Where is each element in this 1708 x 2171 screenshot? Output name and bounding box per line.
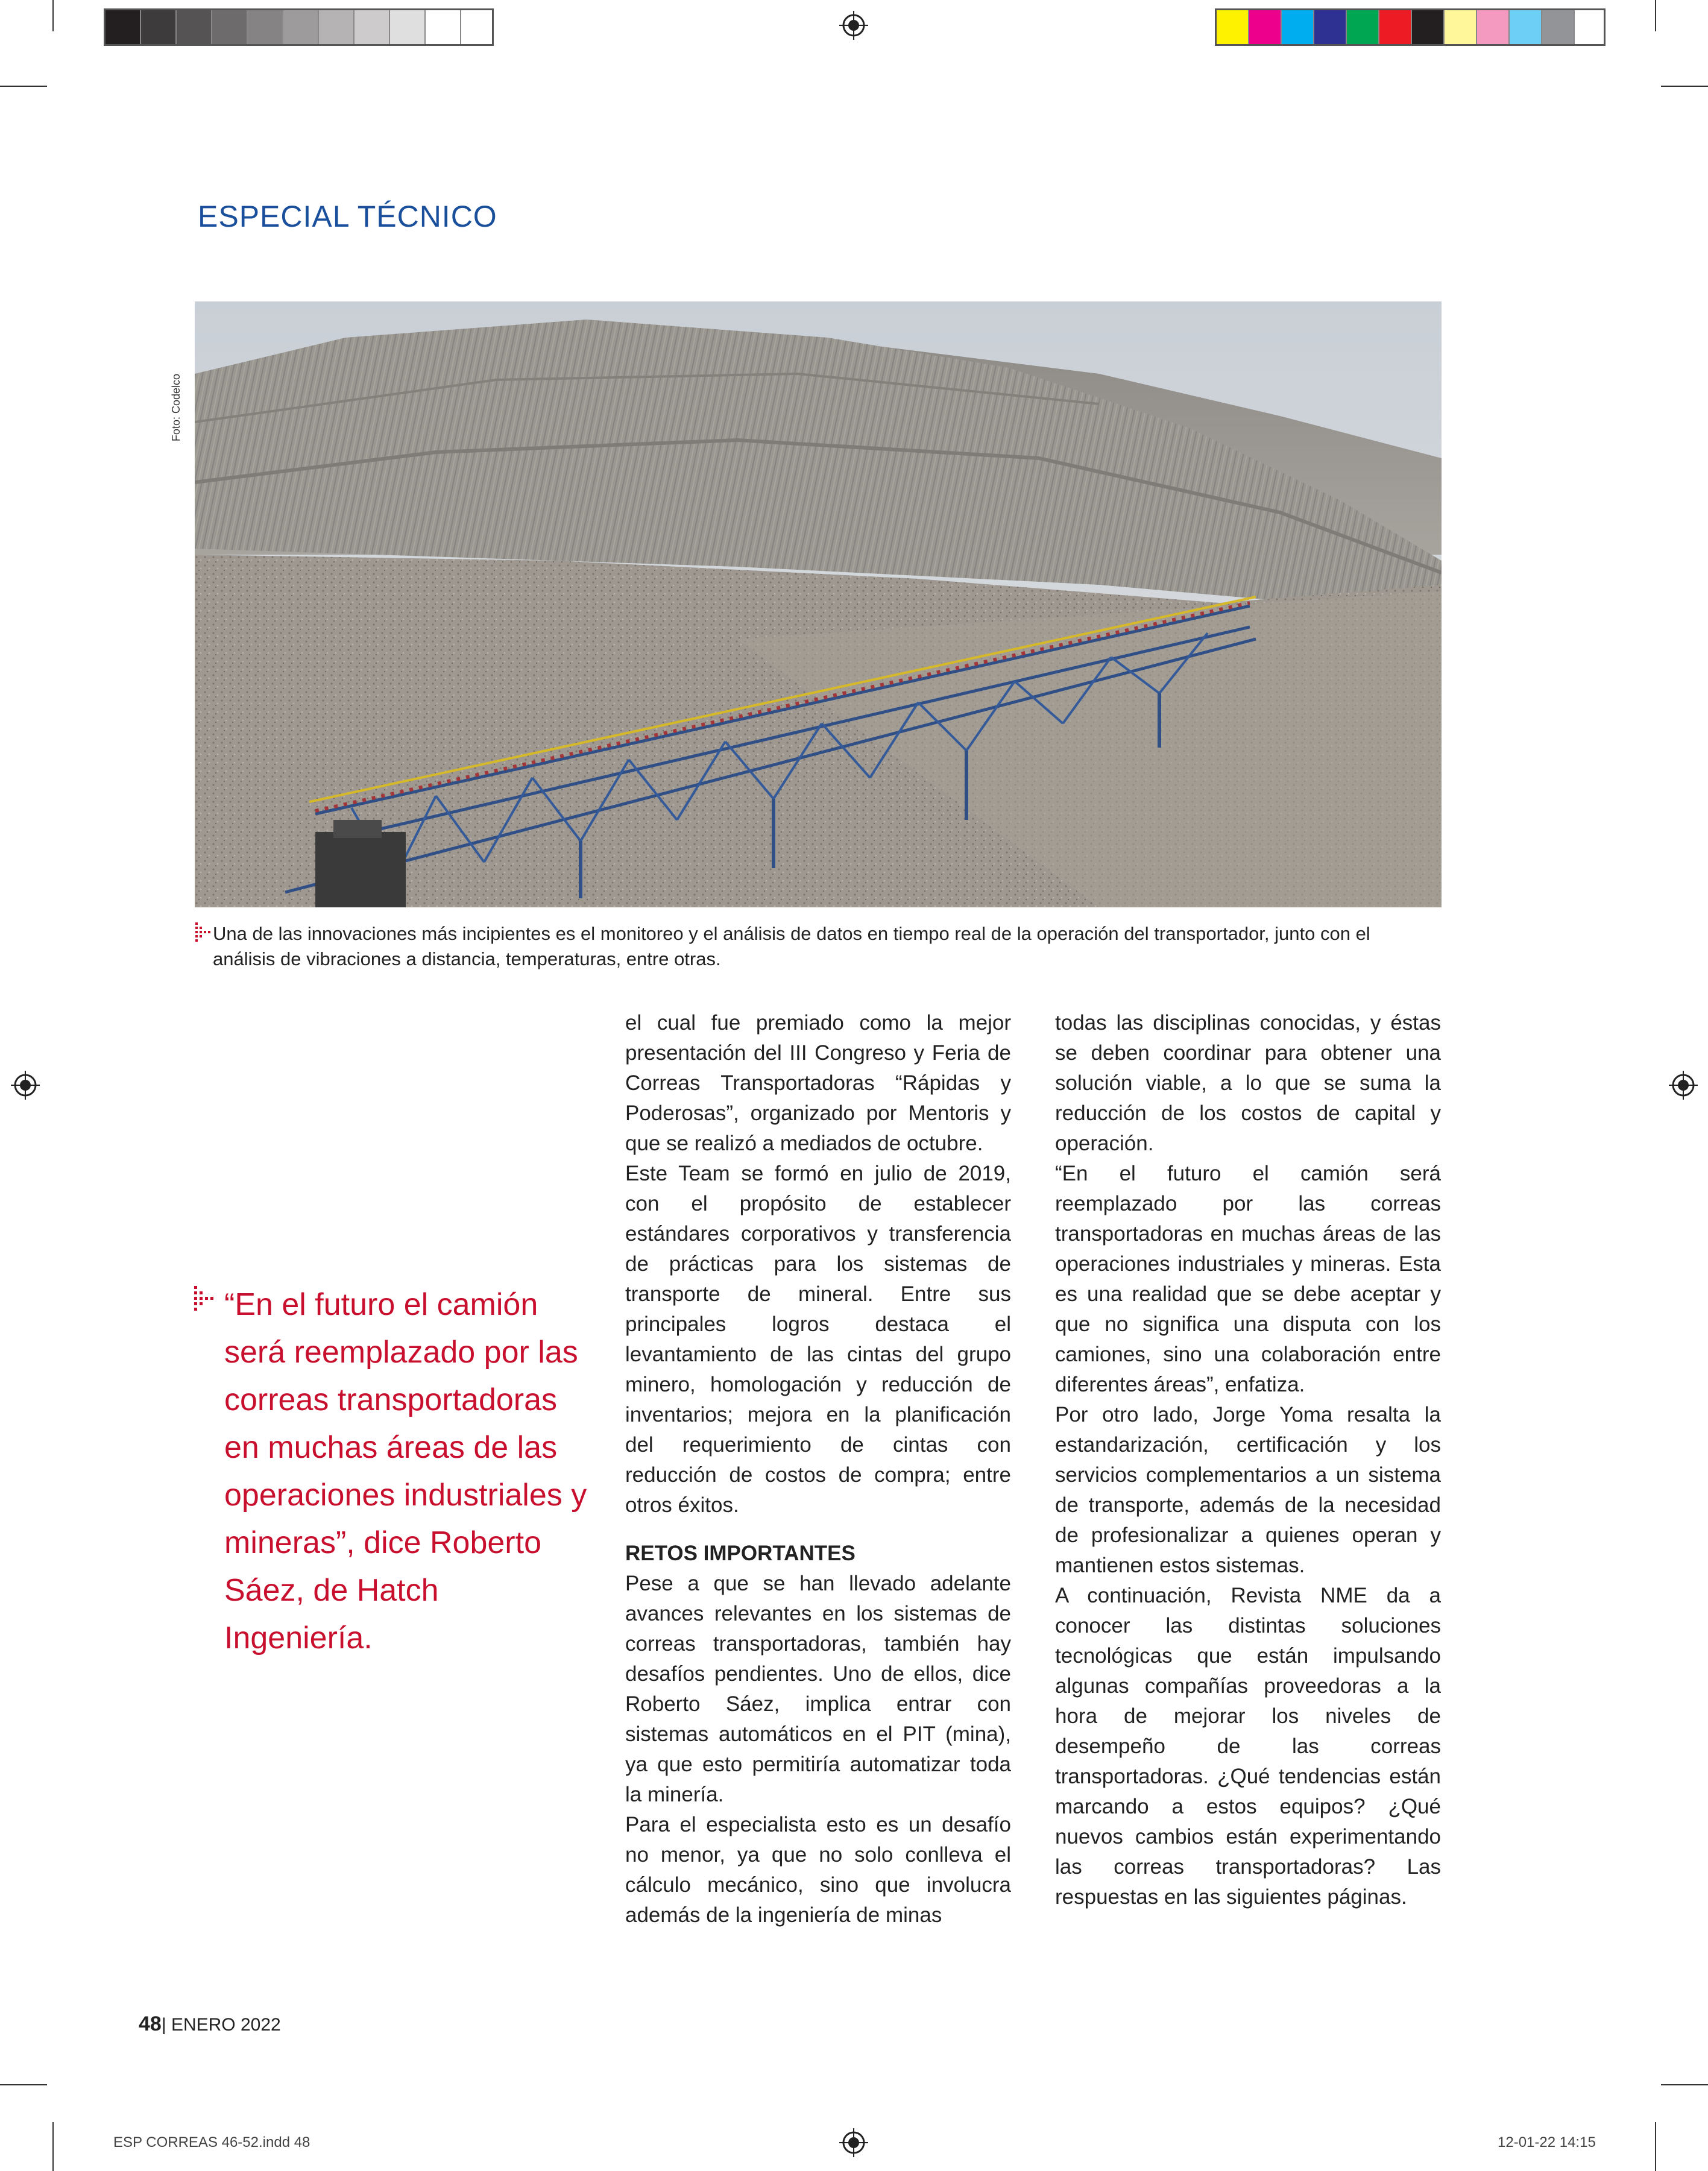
subheading-retos: RETOS IMPORTANTES — [625, 1542, 856, 1565]
gray-swatch — [177, 10, 212, 44]
magenta-swatch — [1249, 10, 1282, 44]
yellow-swatch — [1217, 10, 1249, 44]
quote-bullet-icon — [194, 1285, 218, 1312]
paragraph: el cual fue premiado como la mejor presentación del III Congreso y Feria de Correas Transportadoras “Rápidas y Poderosas”, organizado por Mentoris y que se realizó a mediados de octubre. — [625, 1011, 1011, 1155]
blue-swatch — [1314, 10, 1347, 44]
crop-mark — [52, 2122, 54, 2171]
article-column-1 — [625, 1008, 1011, 1930]
crop-mark — [0, 2084, 47, 2085]
paragraph: Este Team se formó en julio de 2019, con el propósito de establecer estándares corporativos y transferencia de prácticas para los sistemas de transporte de mineral. Entre sus principales logros destaca el levantamiento de las cintas del grupo minero, homologación y reducción de inventarios; mejora en la planificación del requerimiento de cintas con reducción de costos de compra; entre otros éxitos. — [625, 1162, 1011, 1517]
gray-swatch — [1542, 10, 1575, 44]
registration-mark-icon — [1669, 1071, 1698, 1100]
process-color-bar — [1215, 8, 1606, 46]
pull-quote-text: “En el futuro el camión será reemplazado por las correas transportadoras en muchas áreas de las operaciones industriales y mineras”, dice Roberto Sáez, de Hatch Ingeniería. — [224, 1287, 587, 1656]
light-yellow-swatch — [1445, 10, 1477, 44]
caption-bullet-icon — [195, 921, 213, 942]
slug-date: 12-01-22 14:15 — [1498, 2134, 1596, 2151]
crop-mark — [1655, 0, 1656, 31]
paragraph: “En el futuro el camión será reemplazado por las correas transportadoras en muchas áreas de las operaciones industriales y mineras. Esta es una realidad que se debe aceptar y que no significa una disputa con los camiones, sino una colaboración entre diferentes áreas”, enfatiza. — [1055, 1162, 1441, 1396]
paragraph: todas las disciplinas conocidas, y éstas se deben coordinar para obtener una solución viable, a lo que se suma la reducción de los costos de capital y operación. — [1055, 1011, 1441, 1155]
crop-mark — [52, 0, 54, 31]
black-swatch — [1412, 10, 1445, 44]
slug-file-name: ESP CORREAS 46-52.indd 48 — [113, 2134, 310, 2151]
gray-swatch — [248, 10, 283, 44]
photo-caption — [195, 921, 1443, 972]
pink-swatch — [1477, 10, 1510, 44]
gray-swatch — [283, 10, 319, 44]
page-number: 48 — [139, 2012, 162, 2035]
gray-swatch — [212, 10, 248, 44]
section-title: ESPECIAL TÉCNICO — [198, 200, 497, 233]
article-column-2 — [1055, 1008, 1441, 1912]
crop-mark — [1655, 2122, 1656, 2171]
crop-mark — [0, 86, 47, 87]
paragraph: A continuación, Revista NME da a conocer las distintas soluciones tecnológicas que están impulsando algunas compañías proveedoras a la hora de mejorar los niveles de desempeño de las correas transportadoras. ¿Qué tendencias están marcando a estos equipos? ¿Qué nuevos cambios están experimentando las correas transportadoras? Las respuestas en las siguientes páginas. — [1055, 1584, 1441, 1909]
photo-credit-wrapper — [170, 374, 184, 452]
crop-mark — [1661, 86, 1708, 87]
page-folio — [139, 2012, 281, 2036]
conveyor-photo-illustration — [195, 301, 1442, 907]
article-photo — [195, 301, 1442, 907]
gray-swatch — [141, 10, 177, 44]
registration-mark-icon — [11, 1071, 40, 1100]
photo-credit: Foto: Codelco — [170, 374, 182, 442]
paragraph: Pese a que se han llevado adelante avances relevantes en los sistemas de correas transportadoras, también hay desafíos pendientes. Uno de ellos, dice Roberto Sáez, implica entrar con sistemas automáticos en el PIT (mina), ya que esto permitiría automatizar toda la minería. — [625, 1572, 1011, 1806]
gray-swatch — [390, 10, 426, 44]
registration-mark-icon — [839, 11, 868, 40]
light-cyan-swatch — [1510, 10, 1542, 44]
gray-swatch — [319, 10, 355, 44]
paragraph: Para el especialista esto es un desafío no menor, ya que no solo conlleva el cálculo mecánico, sino que involucra además de la ingeniería de minas — [625, 1813, 1011, 1927]
gray-swatch — [426, 10, 461, 44]
pull-quote — [194, 1281, 592, 1662]
green-swatch — [1347, 10, 1379, 44]
caption-text: Una de las innovaciones más incipientes es el monitoreo y el análisis de datos en tiempo real de la operación del transportador, junto con el análisis de vibraciones a distancia, temperaturas, entre otras. — [213, 923, 1370, 969]
grayscale-color-bar — [104, 8, 494, 46]
cyan-swatch — [1282, 10, 1314, 44]
gray-swatch — [355, 10, 390, 44]
issue-date: | ENERO 2022 — [161, 2015, 281, 2035]
registration-mark-icon — [839, 2128, 868, 2157]
gray-swatch — [106, 10, 141, 44]
red-swatch — [1379, 10, 1412, 44]
crop-mark — [1661, 2084, 1708, 2085]
paragraph: Por otro lado, Jorge Yoma resalta la estandarización, certificación y los servicios complementarios a un sistema de transporte, además de la necesidad de profesionalizar a quienes operan y mantienen estos sistemas. — [1055, 1403, 1441, 1577]
